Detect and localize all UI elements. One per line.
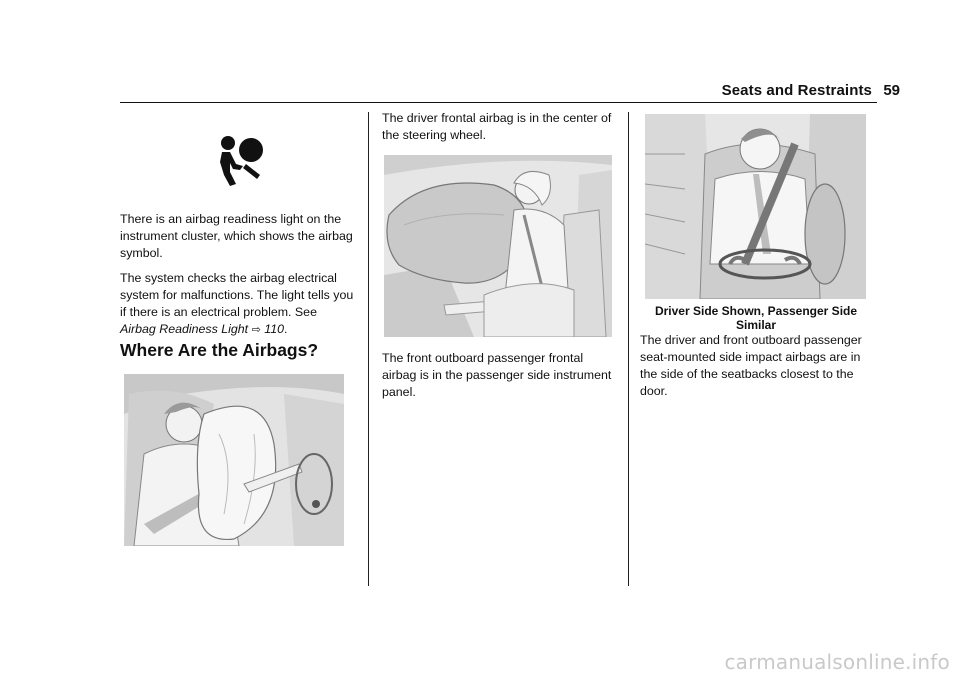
page-reference-number[interactable]: 110 — [264, 322, 285, 336]
readiness-light-paragraph: There is an airbag readiness light on the instrument cluster, which shows the airbag symbol. — [120, 212, 353, 260]
header-rule — [120, 102, 877, 103]
driver-airbag-paragraph: The driver frontal airbag is in the center of the steering wheel. — [382, 111, 612, 142]
passenger-airbag-paragraph: The front outboard passenger frontal airbag is in the passenger side instrument panel. — [382, 351, 612, 399]
sentence-end: . — [284, 322, 288, 336]
system-check-paragraph — [120, 270, 356, 339]
page-number: 59 — [883, 82, 900, 99]
passenger-frontal-airbag-illustration — [384, 155, 612, 337]
column-divider-left — [368, 112, 369, 586]
airbag-readiness-icon — [216, 128, 268, 188]
watermark: carmanualsonline.info — [724, 650, 950, 674]
system-check-text: The system checks the airbag electrical system for malfunctions. The light tells you if there is an electrical problem. See — [120, 271, 354, 319]
side-impact-airbag-paragraph: The driver and front outboard passenger seat-mounted side impact airbags are in the side of the seatbacks closest to the door. — [640, 333, 862, 398]
section-title: Seats and Restraints — [721, 82, 872, 99]
column-1-text — [120, 211, 356, 347]
column-divider-right — [628, 112, 629, 586]
figure-caption: Driver Side Shown, Passenger Side Similar — [654, 304, 858, 332]
section-heading: Where Are the Airbags? — [120, 340, 319, 360]
driver-frontal-airbag-illustration — [124, 374, 344, 546]
seat-side-airbag-illustration — [645, 114, 866, 299]
page-reference-icon: ⇨ — [251, 324, 261, 336]
airbag-readiness-light-link[interactable]: Airbag Readiness Light — [120, 322, 249, 336]
